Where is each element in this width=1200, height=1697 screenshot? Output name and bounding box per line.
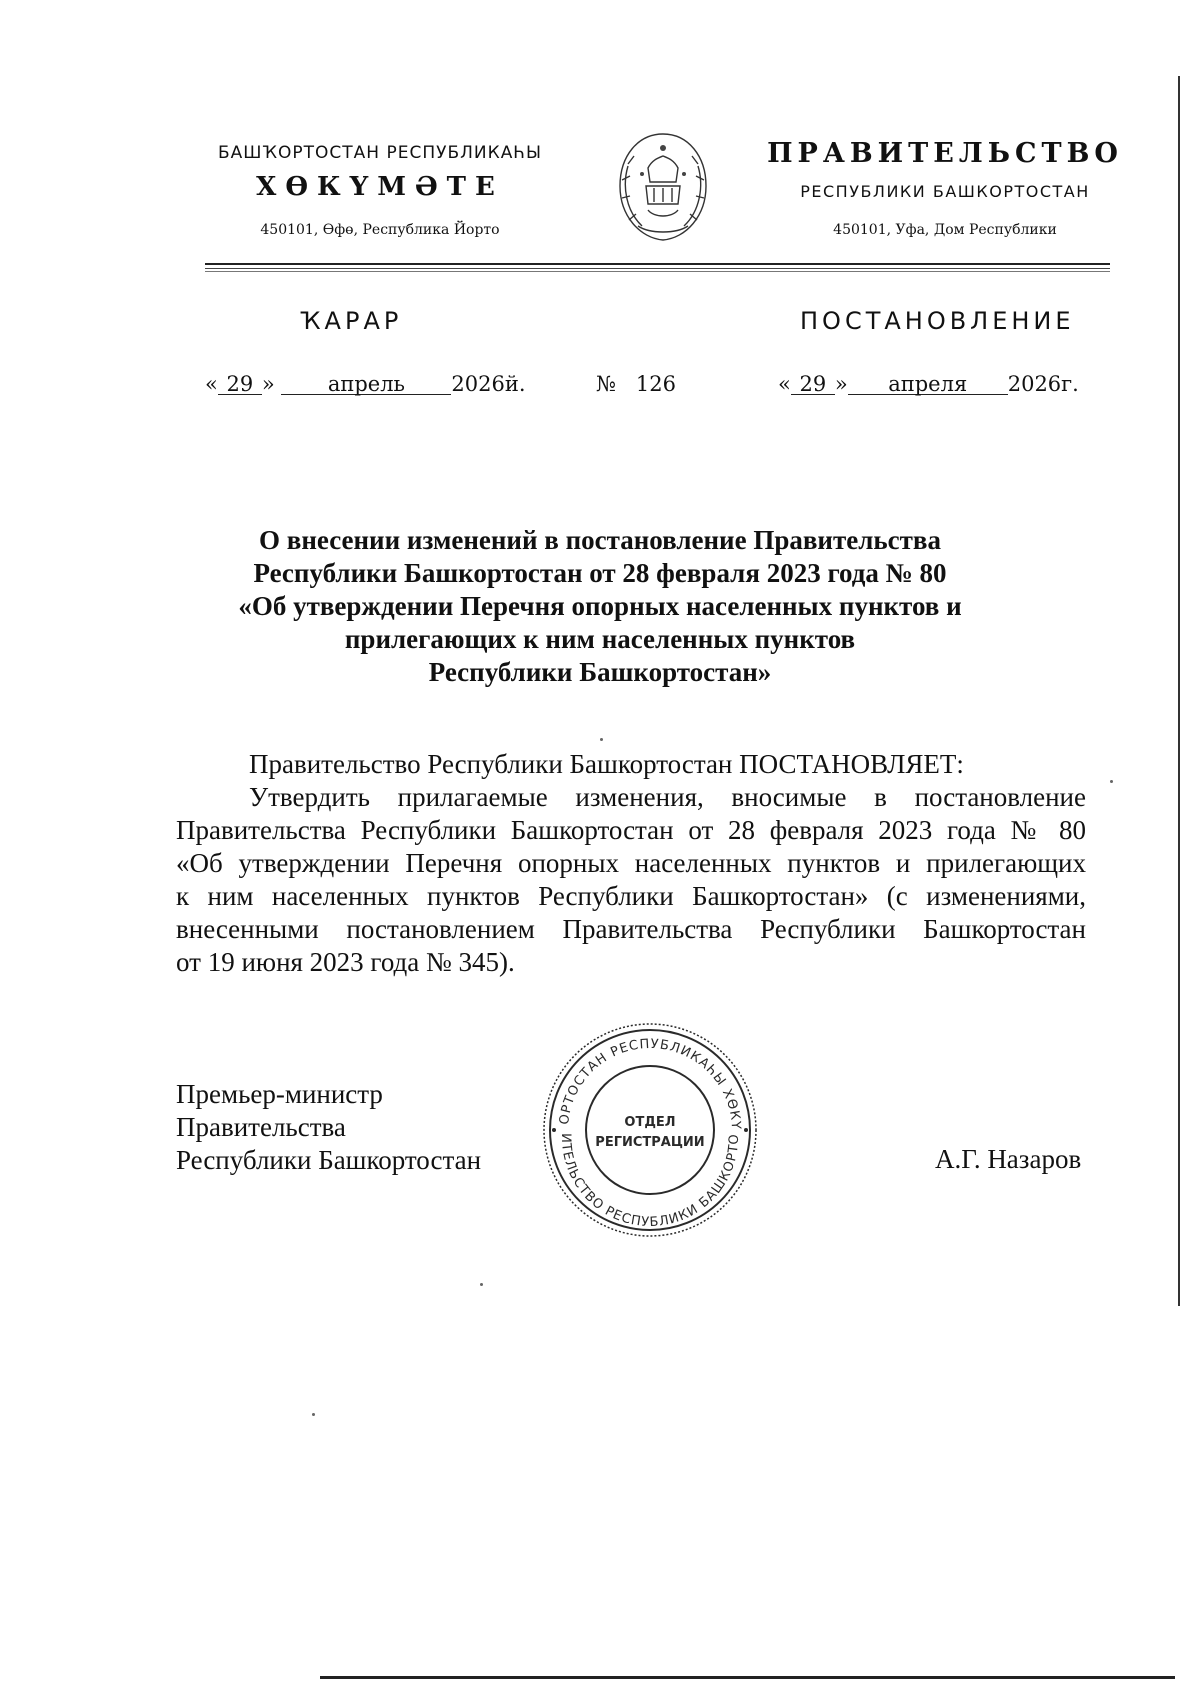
body-line: «Об утверждении Перечня опорных населенных пунктов и прилегающих <box>176 848 1086 878</box>
title-line: прилегающих к ним населенных пунктов <box>344 624 856 654</box>
body-line: Правительства Республики Башкортостан от 28 февраля 2023 года № 80 <box>176 815 1086 845</box>
coat-of-arms-icon <box>608 126 718 246</box>
header-ru-address: 450101, Уфа, Дом Республики <box>833 222 1057 238</box>
header-ru-org: РЕСПУБЛИКИ БАШКОРТОСТАН <box>800 182 1090 201</box>
date-ba-month: апрель <box>281 374 451 395</box>
doc-kind-ru: ПОСТАНОВЛЕНИЕ <box>800 307 1075 335</box>
stamp-ring-top: ОРТОСТАН РЕСПУБЛИКАҺЫ ХӨКҮ <box>557 1036 744 1131</box>
signatory-position <box>176 1078 481 1177</box>
date-ru-month: апреля <box>848 374 1008 395</box>
stamp-ring-bottom: ИТЕЛЬСТВО РЕСПУБЛИКИ БАШКОРТО <box>557 1133 743 1231</box>
doc-number-value: 126 <box>635 372 676 396</box>
scan-bottom-line <box>320 1676 1175 1679</box>
date-ba <box>205 372 526 396</box>
doc-number <box>596 372 676 396</box>
header-ba-address: 450101, Өфө, Республика Йорто <box>260 222 500 238</box>
title-line: «Об утверждении Перечня опорных населенных пунктов и <box>238 591 962 621</box>
header-ba-name: ХӨКҮМӘТЕ <box>256 172 504 202</box>
scan-speck <box>1110 780 1113 783</box>
scan-speck <box>312 1413 315 1416</box>
date-ru-day: 29 <box>791 374 835 395</box>
date-ba-quote-open: « <box>205 372 218 396</box>
header-divider-thin-2 <box>205 271 1110 272</box>
document-body <box>176 748 1086 979</box>
body-line: от 19 июня 2023 года № 345). <box>176 947 515 977</box>
body-line: к ним населенных пунктов Республики Башкортостан» (с изменениями, <box>176 881 1086 911</box>
date-ru-year: 2026 <box>1007 372 1062 396</box>
official-stamp <box>540 1020 760 1240</box>
date-ba-quote-close: » <box>261 372 275 396</box>
doc-kind-ba: ҠАРАР <box>300 307 403 335</box>
date-ru-quote-close: » <box>834 372 848 396</box>
stamp-center-line: РЕГИСТРАЦИИ <box>595 1135 705 1150</box>
date-ru-quote-open: « <box>778 372 791 396</box>
title-line: Республики Башкортостан от 28 февраля 2023 года № 80 <box>253 558 947 588</box>
document-title <box>180 524 1020 689</box>
scan-speck <box>600 738 603 741</box>
title-line: Республики Башкортостан» <box>428 657 772 687</box>
signatory-position-line: Правительства <box>176 1112 346 1142</box>
title-line: О внесении изменений в постановление Правительства <box>259 525 941 555</box>
stamp-center-line: ОТДЕЛ <box>624 1115 676 1130</box>
body-lead: Правительство Республики Башкортостан ПОСТАНОВЛЯЕТ: <box>249 749 964 779</box>
date-ba-year: 2026 <box>451 372 505 396</box>
scan-speck <box>480 1283 483 1286</box>
date-ru <box>778 372 1079 396</box>
date-ba-suffix: й. <box>504 372 526 396</box>
signatory-name: А.Г. Назаров <box>935 1144 1082 1174</box>
header-divider-thin <box>205 268 1110 269</box>
body-line: Утвердить прилагаемые изменения, вносимые в постановление <box>249 782 1086 812</box>
signatory-position-line: Республики Башкортостан <box>176 1145 482 1175</box>
body-line: внесенными постановлением Правительства Республики Башкортостан <box>176 914 1086 944</box>
signatory-position-line: Премьер-министр <box>176 1079 383 1109</box>
scan-edge-line <box>1178 76 1180 1306</box>
header-divider <box>205 263 1110 265</box>
doc-number-sign: № <box>596 372 616 396</box>
date-ba-day: 29 <box>218 374 262 395</box>
date-ru-suffix: г. <box>1061 372 1079 396</box>
header-ba-org: БАШҠОРТОСТАН РЕСПУБЛИКАҺЫ <box>217 143 543 163</box>
header-ru-name: ПРАВИТЕЛЬСТВО <box>767 138 1123 169</box>
